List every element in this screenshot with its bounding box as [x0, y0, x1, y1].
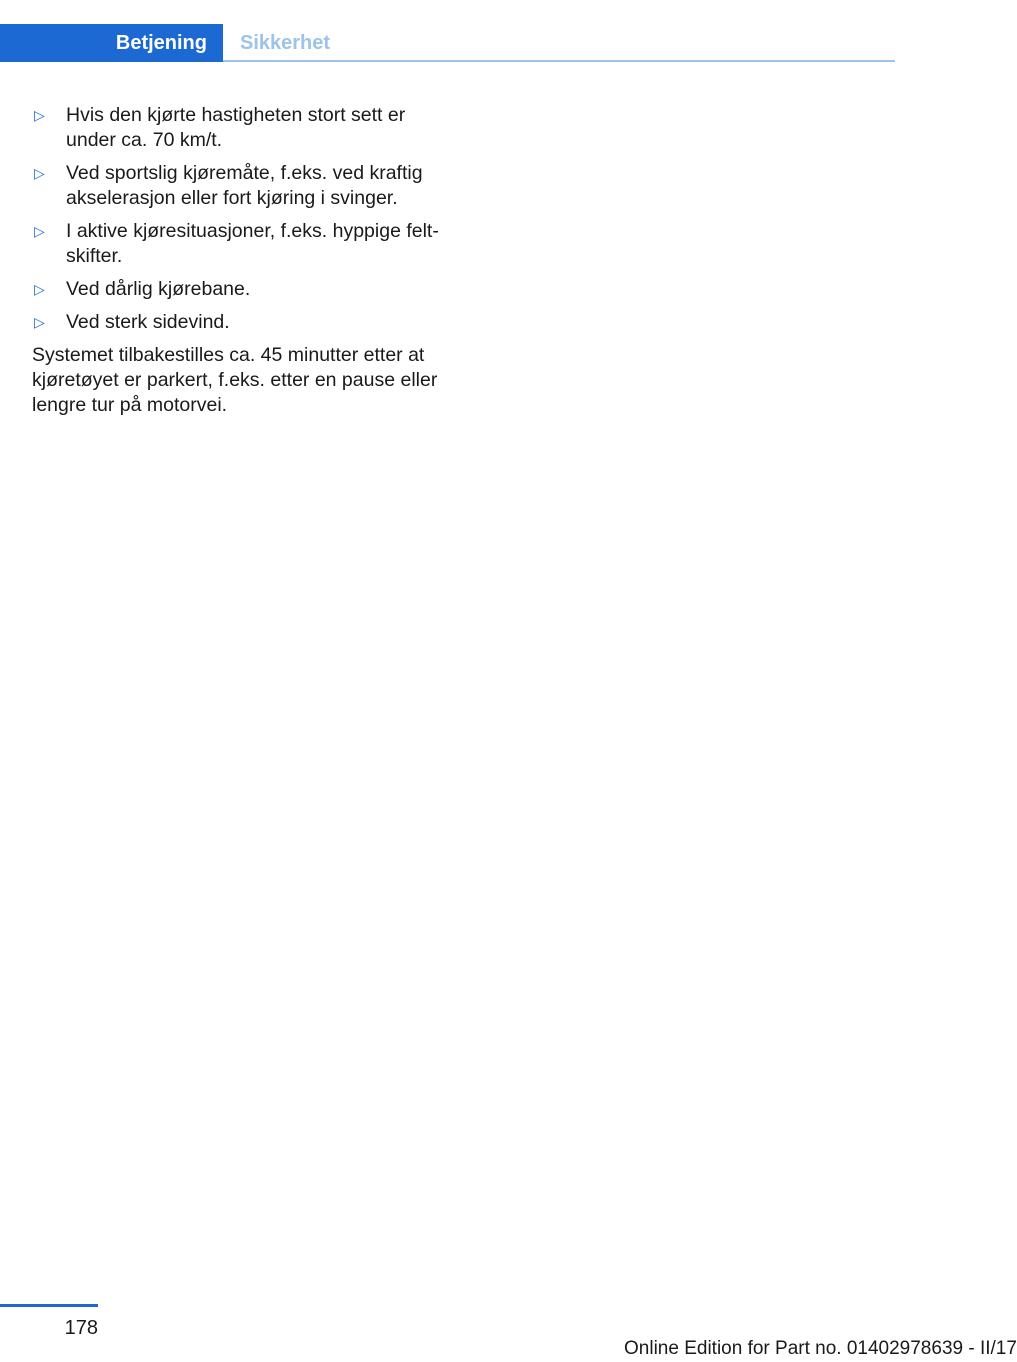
bullet-list — [32, 103, 452, 335]
list-item-text: Hvis den kjørte hastigheten stort sett er under ca. 70 km/t. — [66, 104, 406, 151]
footer-rule — [0, 1304, 98, 1307]
triangle-bullet-icon: ▷ — [34, 108, 45, 124]
list-item — [32, 219, 452, 269]
page-number: 178 — [64, 1317, 98, 1339]
list-item — [32, 277, 452, 302]
triangle-bullet-icon: ▷ — [34, 315, 45, 331]
tab-sikkerhet[interactable]: Sikkerhet — [240, 32, 331, 54]
triangle-bullet-icon: ▷ — [34, 166, 45, 182]
list-item-text: I aktive kjøresituasjoner, f.eks. hyppige felt‐skifter. — [66, 220, 439, 267]
page-content — [32, 103, 452, 418]
list-item — [32, 310, 452, 335]
list-item-text: Ved sterk sidevind. — [66, 311, 230, 333]
list-item-text: Ved dårlig kjørebane. — [66, 278, 251, 300]
body-paragraph: Systemet tilbakestilles ca. 45 minutter etter at kjøretøyet er parkert, f.eks. etter en pause eller lengre tur på motorvei. — [32, 344, 438, 416]
triangle-bullet-icon: ▷ — [34, 224, 45, 240]
edition-note: Online Edition for Part no. 01402978639 - II/17 — [624, 1338, 1017, 1359]
list-item-text: Ved sportslig kjøremåte, f.eks. ved kraftig akselerasjon eller fort kjøring i svinger. — [66, 162, 423, 209]
list-item — [32, 161, 452, 211]
header — [0, 24, 895, 62]
tab-betjening[interactable]: Betjening — [0, 24, 223, 62]
list-item — [32, 103, 452, 153]
triangle-bullet-icon: ▷ — [34, 282, 45, 298]
